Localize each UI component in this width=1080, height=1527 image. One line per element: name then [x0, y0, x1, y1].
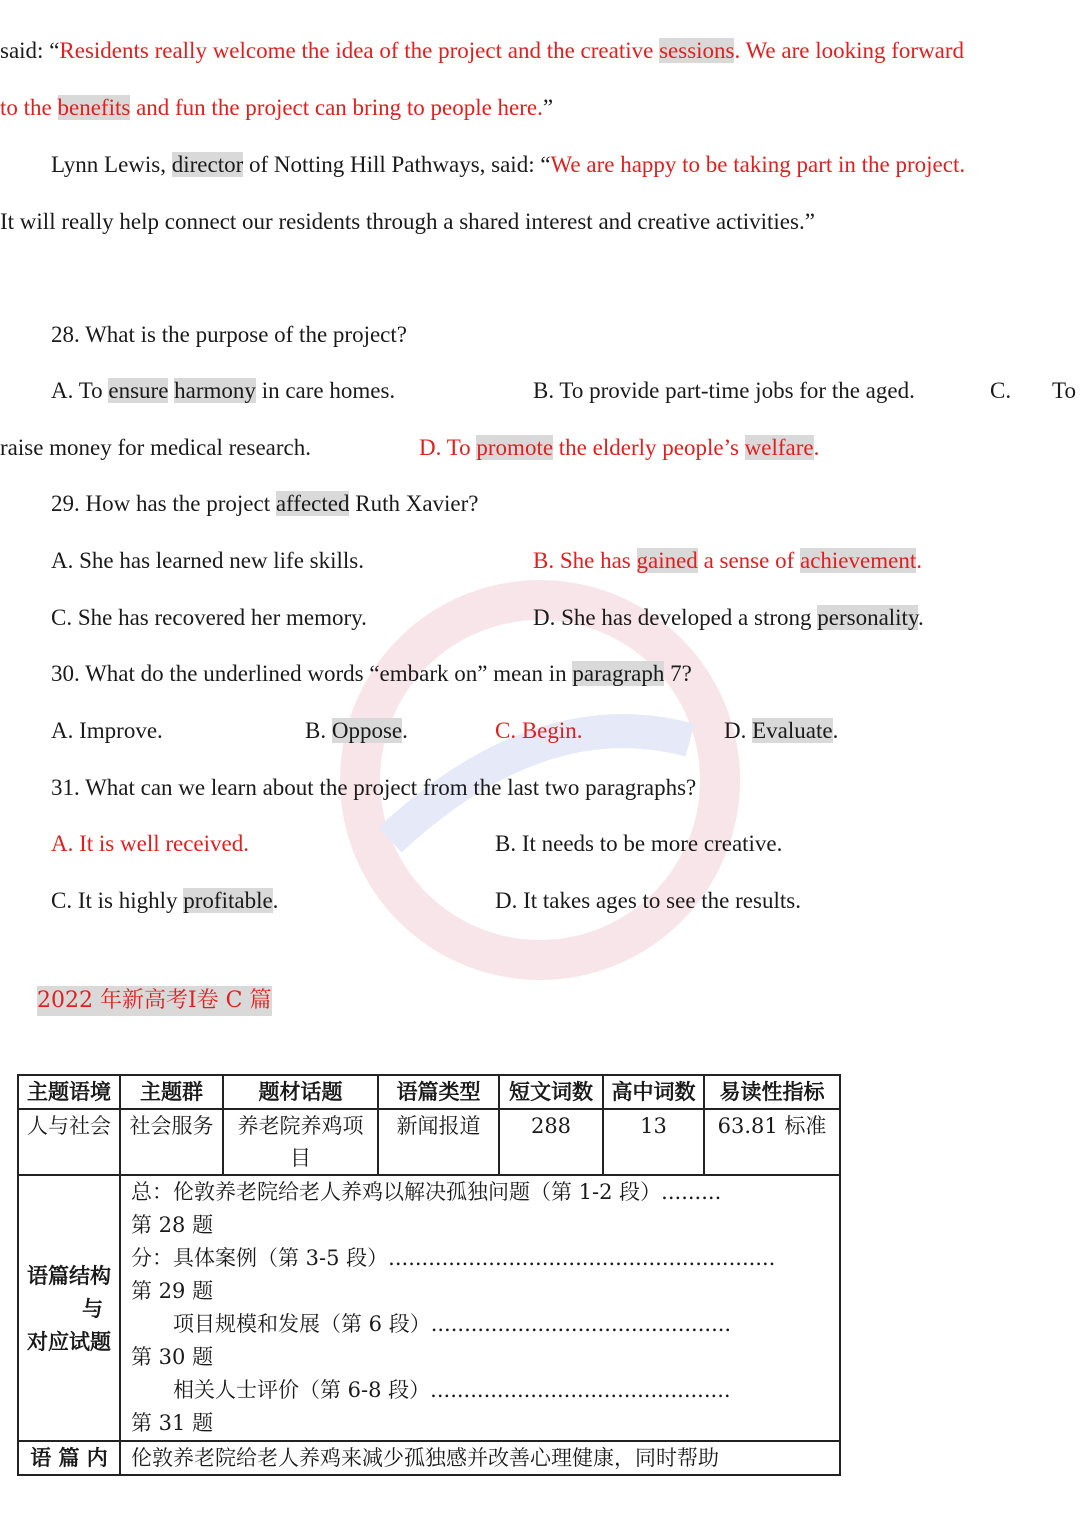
structure-content	[120, 1175, 840, 1441]
table-header-row	[18, 1075, 840, 1109]
header-topic: 题材话题	[223, 1075, 378, 1109]
q28-option-b: B. To provide part-time jobs for the aged.	[533, 378, 915, 403]
q30-stem: 30. What do the underlined words “embark on” mean in paragraph 7?	[51, 661, 692, 686]
structure-line: 项目规模和发展（第 6 段）.............................................	[131, 1312, 732, 1336]
q28-option-d: D. To promote the elderly people’s welfare.	[419, 435, 820, 460]
q28-option-c-rest: raise money for medical research.	[0, 435, 311, 460]
q28-option-a: A. To ensure harmony in care homes.	[51, 378, 396, 403]
q31-option-a: A. It is well received.	[51, 831, 249, 856]
passage-line-2: to the benefits and fun the project can bring to people here.”	[0, 95, 554, 120]
q29-option-b: B. She has gained a sense of achievement.	[533, 548, 922, 573]
q31-option-c: C. It is highly profitable.	[51, 888, 279, 913]
structure-line: 分：具体案例（第 3-5 段）..........................................................	[131, 1246, 776, 1270]
value-theme-group: 社会服务	[120, 1109, 223, 1175]
structure-line: 总：伦敦养老院给老人养鸡以解决孤独问题（第 1-2 段）.........	[131, 1180, 722, 1204]
header-theme-context: 主题语境	[18, 1075, 120, 1109]
header-hs-word-count: 高中词数	[603, 1075, 704, 1109]
header-theme-group: 主题群	[120, 1075, 223, 1109]
value-hs-word-count: 13	[603, 1109, 704, 1175]
summary-text: 伦敦养老院给老人养鸡来减少孤独感并改善心理健康，同时帮助	[120, 1441, 840, 1475]
passage-line-3: Lynn Lewis, director of Notting Hill Pathways, said: “We are happy to be taking part in the project.	[51, 152, 966, 177]
value-topic: 养老院养鸡项目	[223, 1109, 378, 1175]
structure-line: 第 28 题	[131, 1213, 214, 1237]
q31-stem: 31. What can we learn about the project from the last two paragraphs?	[51, 775, 697, 800]
structure-line: 相关人士评价（第 6-8 段）.............................................	[131, 1378, 731, 1402]
q29-stem: 29. How has the project affected Ruth Xavier?	[51, 491, 479, 516]
structure-line: 第 30 题	[131, 1345, 214, 1369]
summary-label: 语 篇 内	[18, 1441, 120, 1475]
q29-option-c: C. She has recovered her memory.	[51, 605, 367, 630]
q30-option-d: D. Evaluate.	[724, 718, 839, 743]
table-value-row	[18, 1109, 840, 1175]
value-word-count: 288	[499, 1109, 603, 1175]
q28-option-c-to: To	[1052, 378, 1076, 403]
q31-option-b: B. It needs to be more creative.	[495, 831, 783, 856]
structure-line: 第 31 题	[131, 1411, 214, 1435]
passage-line-4: It will really help connect our residents through a shared interest and creative activities.”	[0, 209, 815, 234]
structure-label-3: 对应试题	[27, 1328, 111, 1354]
value-text-type: 新闻报道	[378, 1109, 499, 1175]
structure-label-1: 语篇结构	[27, 1262, 111, 1288]
value-theme-context: 人与社会	[18, 1109, 120, 1175]
section-heading: 2022 年新高考I卷 C 篇	[37, 986, 272, 1016]
q30-option-c: C. Begin.	[495, 718, 583, 743]
value-readability: 63.81 标准	[704, 1109, 840, 1175]
table-summary-row	[18, 1441, 840, 1475]
q29-option-a: A. She has learned new life skills.	[51, 548, 364, 573]
structure-label	[18, 1175, 120, 1441]
q30-option-b: B. Oppose.	[305, 718, 408, 743]
q28-stem: 28. What is the purpose of the project?	[51, 322, 407, 347]
table-structure-row	[18, 1175, 840, 1441]
q29-option-d: D. She has developed a strong personality.	[533, 605, 924, 630]
q30-option-a: A. Improve.	[51, 718, 163, 743]
passage-info-table	[17, 1074, 841, 1476]
q31-option-d: D. It takes ages to see the results.	[495, 888, 801, 913]
header-text-type: 语篇类型	[378, 1075, 499, 1109]
header-readability: 易读性指标	[704, 1075, 840, 1109]
structure-line: 第 29 题	[131, 1279, 214, 1303]
structure-label-2: 与	[82, 1295, 103, 1321]
q28-option-c-label: C.	[990, 378, 1012, 403]
passage-line-1: said: “Residents really welcome the idea of the project and the creative sessions. We are looking forward	[0, 38, 965, 63]
header-word-count: 短文词数	[499, 1075, 603, 1109]
